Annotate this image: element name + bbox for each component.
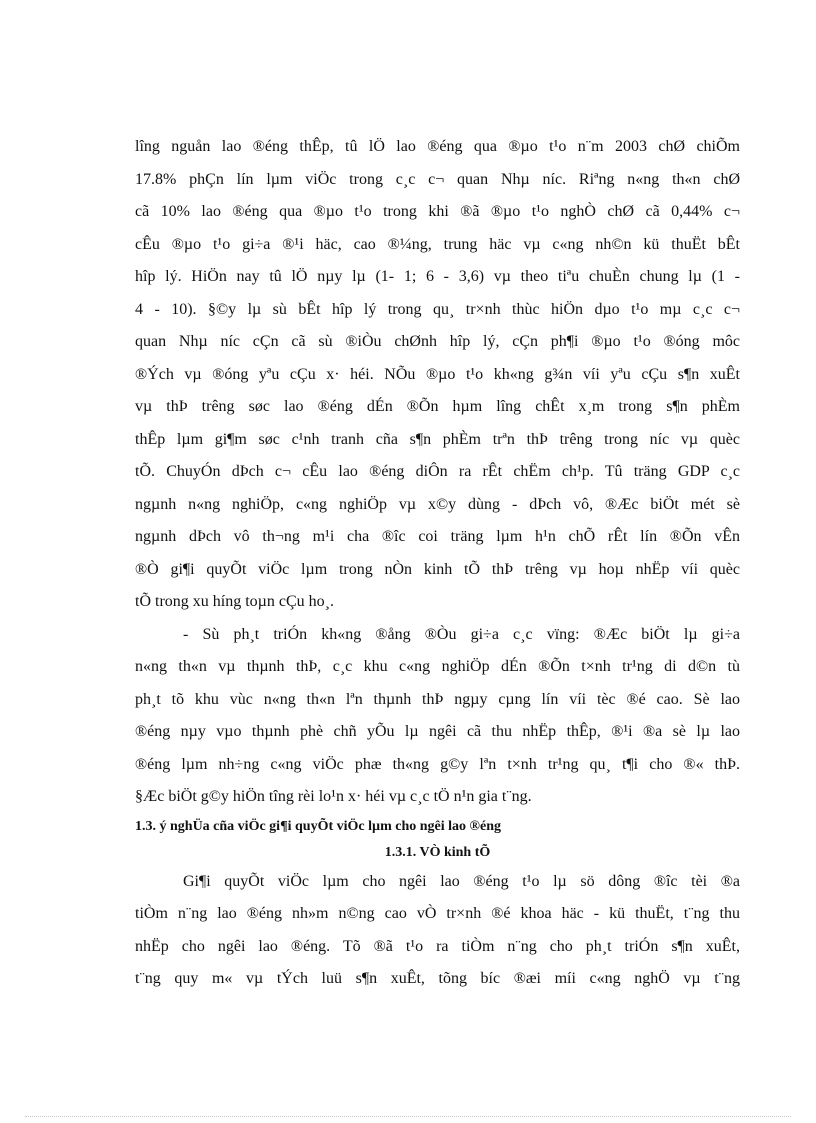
body-line: thÊp lµm gi¶m søc c¹nh tranh cña s¶n phÈm trªn thÞ trêng trong níc vµ quèc (135, 430, 740, 448)
body-line: 17.8% phÇn lín lµm viÖc trong c¸c c¬ quan Nhµ níc. Riªng n«ng th«n chØ (135, 170, 740, 188)
section-heading: 1.3. ý nghÜa cña viÖc gi¶i quyÕt viÖc lµm cho ngêi lao ®éng (135, 818, 501, 834)
body-line: tÕ trong xu híng toµn cÇu ho¸. (135, 593, 334, 610)
body-line: Gi¶i quyÕt viÖc lµm cho ngêi lao ®éng t¹o lµ sö dông ®îc tèi ®a (183, 872, 740, 890)
body-line: 4 - 10). §©y lµ sù bÊt hîp lý trong qu¸ tr×nh thùc hiÖn dµo t¹o mµ c¸c c¬ (135, 300, 740, 318)
body-line: tÕ. ChuyÓn dÞch c¬ cÊu lao ®éng diÔn ra rÊt chËm ch¹p. Tû träng GDP c¸c (135, 463, 740, 480)
body-line: ®Ých vµ ®óng yªu cÇu x· héi. NÕu ®µo t¹o kh«ng g¾n víi yªu cÇu s¶n xuÊt (135, 365, 740, 383)
body-line: - Sù ph¸t triÓn kh«ng ®ång ®Òu gi÷a c¸c vïng: ®Æc biÖt lµ gi÷a (183, 625, 740, 643)
body-line: ph¸t tõ khu vùc n«ng th«n lªn thµnh thÞ ngµy cµng lín víi tèc ®é cao. Sè lao (135, 690, 740, 708)
body-line: ngµnh n«ng nghiÖp, c«ng nghiÖp vµ x©y dùng - dÞch vô, ®Æc biÖt mét sè (135, 495, 740, 513)
body-line: t¨ng quy m« vµ tÝch luü s¶n xuÊt, tõng bíc ®æi míi c«ng nghÖ vµ t¨ng (135, 970, 740, 987)
body-line: tiÒm n¨ng lao ®éng nh»m n©ng cao vÒ tr×nh ®é khoa häc - kü thuËt, t¨ng thu (135, 905, 740, 922)
body-line: ®Ò gi¶i quyÕt viÖc lµm trong nÒn kinh tÕ thÞ trêng vµ hoµ nhËp víi quèc (135, 560, 740, 578)
page-bottom-border (25, 1116, 791, 1117)
body-line: ngµnh dÞch vô th¬ng m¹i cha ®îc coi träng lµm h¹n chÕ rÊt lín ®Õn vÊn (135, 528, 740, 545)
body-line: nhËp cho ngêi lao ®éng. Tõ ®ã t¹o ra tiÒm n¨ng cho ph¸t triÓn s¶n xuÊt, (135, 937, 740, 955)
body-line: cÊu ®µo t¹o gi÷a ®¹i häc, cao ®¼ng, trung häc vµ c«ng nh©n kü thuËt bÊt (135, 235, 740, 253)
body-line: vµ thÞ trêng søc lao ®éng dÉn ®Õn hµm lîng chÊt x¸m trong s¶n phÈm (135, 398, 740, 415)
body-line: n«ng th«n vµ thµnh thÞ, c¸c khu c«ng nghiÖp dÉn ®Õn t×nh tr¹ng di d©n tù (135, 658, 740, 675)
body-line: quan Nhµ níc cÇn cã sù ®iÒu chØnh hîp lý, cÇn ph¶i ®µo t¹o ®óng môc (135, 333, 740, 350)
body-line: ®éng lµm nh÷ng c«ng viÖc phæ th«ng g©y lªn t×nh tr¹ng qu¸ t¶i cho ®« thÞ. (135, 755, 740, 773)
body-line: hîp lý. HiÖn nay tû lÖ nµy lµ (1- 1; 6 - 3,6) vµ theo tiªu chuÈn chung lµ (1 - (135, 268, 740, 285)
document-body (135, 131, 740, 996)
body-line: lîng nguån lao ®éng thÊp, tû lÖ lao ®éng qua ®µo t¹o n¨m 2003 chØ chiÕm (135, 138, 740, 155)
body-line: cã 10% lao ®éng qua ®µo t¹o trong khi ®ã ®µo t¹o nghÒ chØ cã 0,44% c¬ (135, 203, 740, 220)
body-line: §Æc biÖt g©y hiÖn tîng rèi lo¹n x· héi vµ c¸c tÖ n¹n gia t¨ng. (135, 788, 532, 805)
body-line: ®éng nµy vµo thµnh phè chñ yÕu lµ ngêi cã thu nhËp thÊp, ®¹i ®a sè lµ lao (135, 723, 740, 740)
subsection-heading: 1.3.1. VÒ kinh tÕ (384, 844, 491, 860)
